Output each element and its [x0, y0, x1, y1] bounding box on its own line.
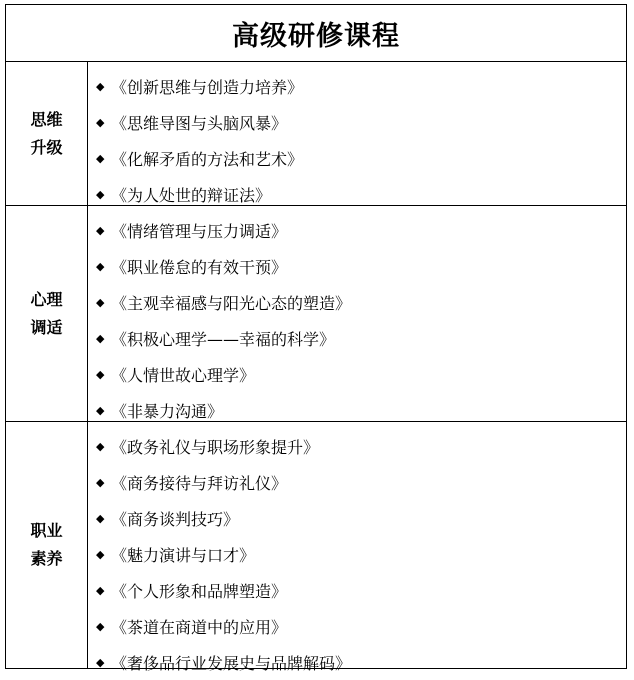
diamond-bullet-icon: ◆ — [96, 403, 105, 417]
list-item — [96, 68, 626, 104]
course-title: 《魅力演讲与口才》 — [111, 545, 256, 565]
course-title: 《职业倦怠的有效干预》 — [111, 257, 288, 277]
course-title: 《为人处世的辩证法》 — [111, 185, 272, 205]
course-list — [88, 422, 626, 673]
diamond-bullet-icon: ◆ — [96, 223, 105, 237]
course-title: 《思维导图与头脑风暴》 — [111, 113, 288, 133]
list-item — [96, 500, 626, 536]
course-title: 《茶道在商道中的应用》 — [111, 617, 288, 637]
course-title: 《主观幸福感与阳光心态的塑造》 — [111, 293, 352, 313]
diamond-bullet-icon: ◆ — [96, 259, 105, 273]
category-cell — [6, 422, 88, 668]
course-title: 《政务礼仪与职场形象提升》 — [111, 437, 320, 457]
diamond-bullet-icon: ◆ — [96, 655, 105, 669]
section-psychology — [6, 206, 626, 422]
course-title: 《人情世故心理学》 — [111, 365, 256, 385]
list-item — [96, 608, 626, 644]
list-item — [96, 320, 626, 356]
list-item — [96, 248, 626, 284]
course-title: 《商务谈判技巧》 — [111, 509, 240, 529]
diamond-bullet-icon: ◆ — [96, 511, 105, 525]
diamond-bullet-icon: ◆ — [96, 79, 105, 93]
list-item — [96, 428, 626, 464]
diamond-bullet-icon: ◆ — [96, 295, 105, 309]
category-cell — [6, 206, 88, 421]
course-list — [88, 206, 626, 421]
diamond-bullet-icon: ◆ — [96, 619, 105, 633]
section-thinking — [6, 62, 626, 206]
course-title: 《情绪管理与压力调适》 — [111, 221, 288, 241]
diamond-bullet-icon: ◆ — [96, 331, 105, 345]
diamond-bullet-icon: ◆ — [96, 115, 105, 129]
list-item — [96, 140, 626, 176]
course-title: 《商务接待与拜访礼仪》 — [111, 473, 288, 493]
list-item — [96, 536, 626, 572]
list-item — [96, 356, 626, 392]
category-label: 职业素养 — [30, 521, 63, 568]
course-title: 《化解矛盾的方法和艺术》 — [111, 149, 304, 169]
diamond-bullet-icon: ◆ — [96, 151, 105, 165]
table-title: 高级研修课程 — [6, 5, 626, 62]
diamond-bullet-icon: ◆ — [96, 583, 105, 597]
section-professional — [6, 422, 626, 673]
course-title: 《个人形象和品牌塑造》 — [111, 581, 288, 601]
category-cell — [6, 62, 88, 205]
diamond-bullet-icon: ◆ — [96, 475, 105, 489]
list-item — [96, 212, 626, 248]
diamond-bullet-icon: ◆ — [96, 187, 105, 201]
list-item — [96, 284, 626, 320]
list-item — [96, 572, 626, 608]
course-table — [5, 4, 627, 673]
list-item — [96, 464, 626, 500]
diamond-bullet-icon: ◆ — [96, 439, 105, 453]
course-list — [88, 62, 626, 205]
course-title: 《非暴力沟通》 — [111, 401, 224, 421]
course-title: 《创新思维与创造力培养》 — [111, 77, 304, 97]
category-label: 思维升级 — [30, 109, 63, 157]
diamond-bullet-icon: ◆ — [96, 367, 105, 381]
list-item — [96, 104, 626, 140]
course-title: 《奢侈品行业发展史与品牌解码》 — [111, 653, 352, 673]
diamond-bullet-icon: ◆ — [96, 547, 105, 561]
category-label: 心理调适 — [30, 289, 63, 337]
course-title: 《积极心理学——幸福的科学》 — [111, 329, 336, 349]
